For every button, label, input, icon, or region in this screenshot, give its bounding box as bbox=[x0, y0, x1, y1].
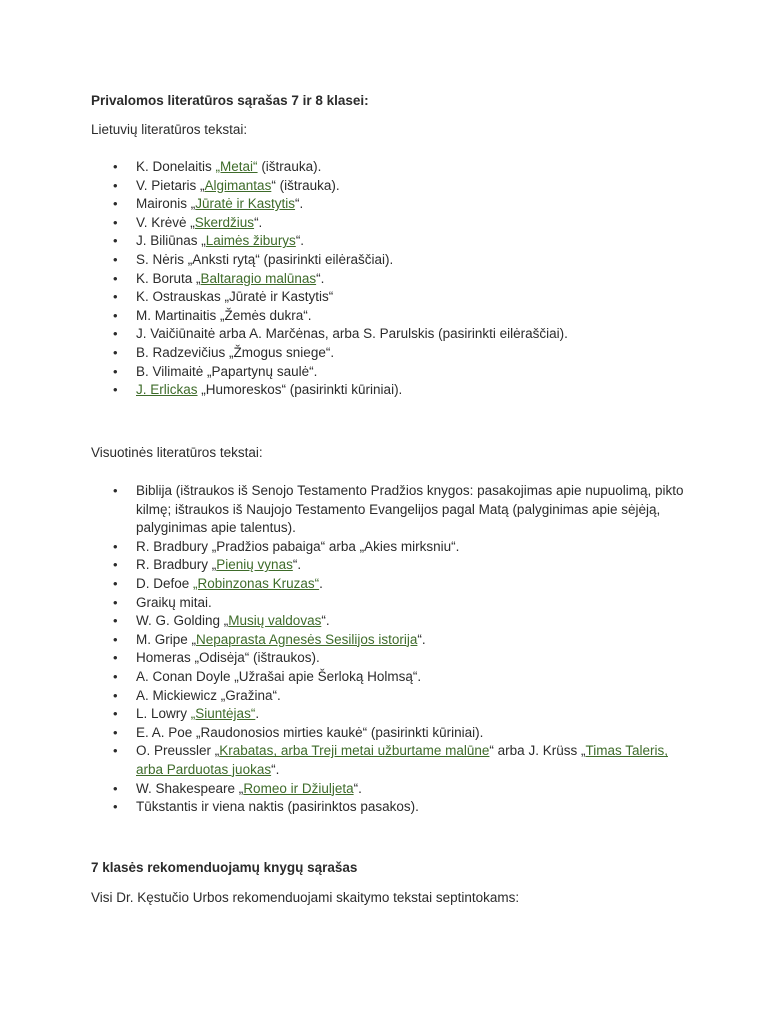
lithuanian-texts-list bbox=[91, 158, 691, 400]
item-text: J. Biliūnas „ bbox=[136, 233, 206, 249]
book-link[interactable]: Musių valdovas bbox=[228, 613, 322, 629]
item-text: V. Pietaris „ bbox=[136, 177, 205, 193]
item-text: Biblija (ištraukos iš Senojo Testamento Pradžios knygos: pasakojimas apie nupuolimą, pikto kilmę; ištraukos iš Naujojo Testamento Evangelijos pagal Matą (palyginimas apie sėjėją, palyginimas apie talentus). bbox=[136, 483, 684, 536]
book-link[interactable]: Krabatas, arba Treji metai užburtame malūne bbox=[219, 743, 490, 759]
list-item bbox=[91, 631, 691, 650]
book-link[interactable]: Romeo ir Džiuljeta bbox=[243, 780, 354, 796]
subheading-lithuanian-texts: Lietuvių literatūros tekstai: bbox=[91, 122, 248, 137]
item-text: “ (ištrauka). bbox=[271, 177, 340, 193]
item-text: B. Vilimaitė „Papartynų saulė“. bbox=[136, 363, 318, 379]
book-link[interactable]: Jūratė ir Kastytis bbox=[195, 196, 296, 212]
list-item bbox=[91, 612, 691, 631]
item-text: A. Conan Doyle „Užrašai apie Šerloką Holmsą“. bbox=[136, 668, 422, 684]
book-link[interactable]: Timas Taleris, arba Parduotas juokas bbox=[136, 743, 668, 777]
list-item bbox=[91, 344, 691, 363]
item-text: . bbox=[319, 575, 323, 591]
section-heading-recommended-7th: 7 klasės rekomenduojamų knygų sąrašas bbox=[91, 860, 358, 875]
item-text: Homeras „Odisėja“ (ištraukos). bbox=[136, 650, 320, 666]
item-text: “. bbox=[316, 270, 325, 286]
item-text: “. bbox=[353, 780, 362, 796]
item-text: “ arba J. Krüss „ bbox=[489, 743, 586, 759]
book-link[interactable]: Baltaragio malūnas bbox=[200, 270, 317, 286]
section-heading-required-list: Privalomos literatūros sąrašas 7 ir 8 klasei: bbox=[91, 93, 369, 108]
item-text: W. G. Golding „ bbox=[136, 613, 229, 629]
book-link[interactable]: J. Erlickas bbox=[136, 382, 198, 398]
item-text: V. Krėvė „ bbox=[136, 214, 195, 230]
subheading-world-texts: Visuotinės literatūros tekstai: bbox=[91, 445, 263, 460]
list-item bbox=[91, 668, 691, 687]
book-link[interactable]: „Metai“ bbox=[215, 159, 258, 174]
list-item bbox=[91, 687, 691, 706]
list-item bbox=[91, 575, 691, 594]
list-item bbox=[91, 556, 691, 575]
item-text: (ištrauka). bbox=[257, 159, 322, 174]
list-item bbox=[91, 214, 691, 233]
list-item bbox=[91, 158, 691, 177]
item-text: S. Nėris „Anksti rytą“ (pasirinkti eilėraščiai). bbox=[136, 251, 394, 267]
recommended-intro-text: Visi Dr. Kęstučio Urbos rekomenduojami skaitymo tekstai septintokams: bbox=[91, 890, 520, 905]
list-item bbox=[91, 705, 691, 724]
list-item bbox=[91, 288, 691, 307]
item-text: W. Shakespeare „ bbox=[136, 780, 244, 796]
book-link[interactable]: Algimantas bbox=[204, 177, 272, 193]
item-text: D. Defoe bbox=[136, 575, 194, 591]
list-item bbox=[91, 195, 691, 214]
item-text: Graikų mitai. bbox=[136, 594, 212, 610]
book-link[interactable]: Skerdžius bbox=[194, 214, 255, 230]
item-text: E. A. Poe „Raudonosios mirties kaukė“ (pasirinkti kūriniai). bbox=[136, 724, 484, 740]
world-texts-list bbox=[91, 482, 691, 817]
list-item bbox=[91, 538, 691, 557]
list-item bbox=[91, 232, 691, 251]
item-text: “. bbox=[254, 214, 263, 230]
list-item bbox=[91, 649, 691, 668]
item-text: . bbox=[255, 706, 260, 722]
item-text: K. Boruta „ bbox=[136, 270, 201, 286]
list-item bbox=[91, 482, 691, 538]
book-link[interactable]: „Robinzonas Kruzas“ bbox=[193, 575, 320, 591]
book-link[interactable]: Nepaprasta Agnesės Sesilijos istorija bbox=[196, 631, 418, 647]
item-text: O. Preussler „ bbox=[136, 743, 220, 759]
item-text: K. Donelaitis bbox=[136, 159, 216, 174]
item-text: “. bbox=[417, 631, 426, 647]
item-text: L. Lowry bbox=[136, 706, 191, 722]
item-text: J. Vaičiūnaitė arba A. Marčėnas, arba S. Parulskis (pasirinkti eilėraščiai). bbox=[136, 326, 568, 342]
item-text: R. Bradbury „ bbox=[136, 557, 217, 573]
item-text: B. Radzevičius „Žmogus sniege“. bbox=[136, 344, 335, 360]
book-link[interactable]: Laimės žiburys bbox=[205, 233, 296, 249]
item-text: M. Gripe „ bbox=[136, 631, 197, 647]
item-text: Tūkstantis ir viena naktis (pasirinktos pasakos). bbox=[136, 799, 419, 815]
list-item bbox=[91, 270, 691, 289]
item-text: A. Mickiewicz „Gražina“. bbox=[136, 687, 281, 703]
item-text: R. Bradbury „Pradžios pabaiga“ arba „Akies mirksniu“. bbox=[136, 538, 460, 554]
item-text: “. bbox=[295, 196, 304, 212]
item-text: “. bbox=[292, 557, 302, 573]
item-text: K. Ostrauskas „Jūratė ir Kastytis“ bbox=[136, 289, 334, 305]
item-text: „Humoreskos“ (pasirinkti kūriniai). bbox=[197, 382, 403, 398]
list-item bbox=[91, 594, 691, 613]
item-text: M. Martinaitis „Žemės dukra“. bbox=[136, 307, 312, 323]
list-item bbox=[91, 251, 691, 270]
list-item bbox=[91, 724, 691, 743]
list-item bbox=[91, 381, 691, 400]
item-text: “. bbox=[321, 613, 330, 629]
list-item bbox=[91, 363, 691, 382]
item-text: “. bbox=[271, 761, 280, 777]
list-item bbox=[91, 177, 691, 196]
book-link[interactable]: Pienių vynas bbox=[216, 557, 293, 573]
list-item bbox=[91, 780, 691, 799]
list-item bbox=[91, 307, 691, 326]
book-link[interactable]: „Siuntėjas“ bbox=[190, 706, 256, 722]
list-item bbox=[91, 798, 691, 817]
list-item bbox=[91, 325, 691, 344]
list-item bbox=[91, 742, 691, 779]
item-text: Maironis „ bbox=[136, 196, 196, 212]
item-text: “. bbox=[295, 233, 305, 249]
